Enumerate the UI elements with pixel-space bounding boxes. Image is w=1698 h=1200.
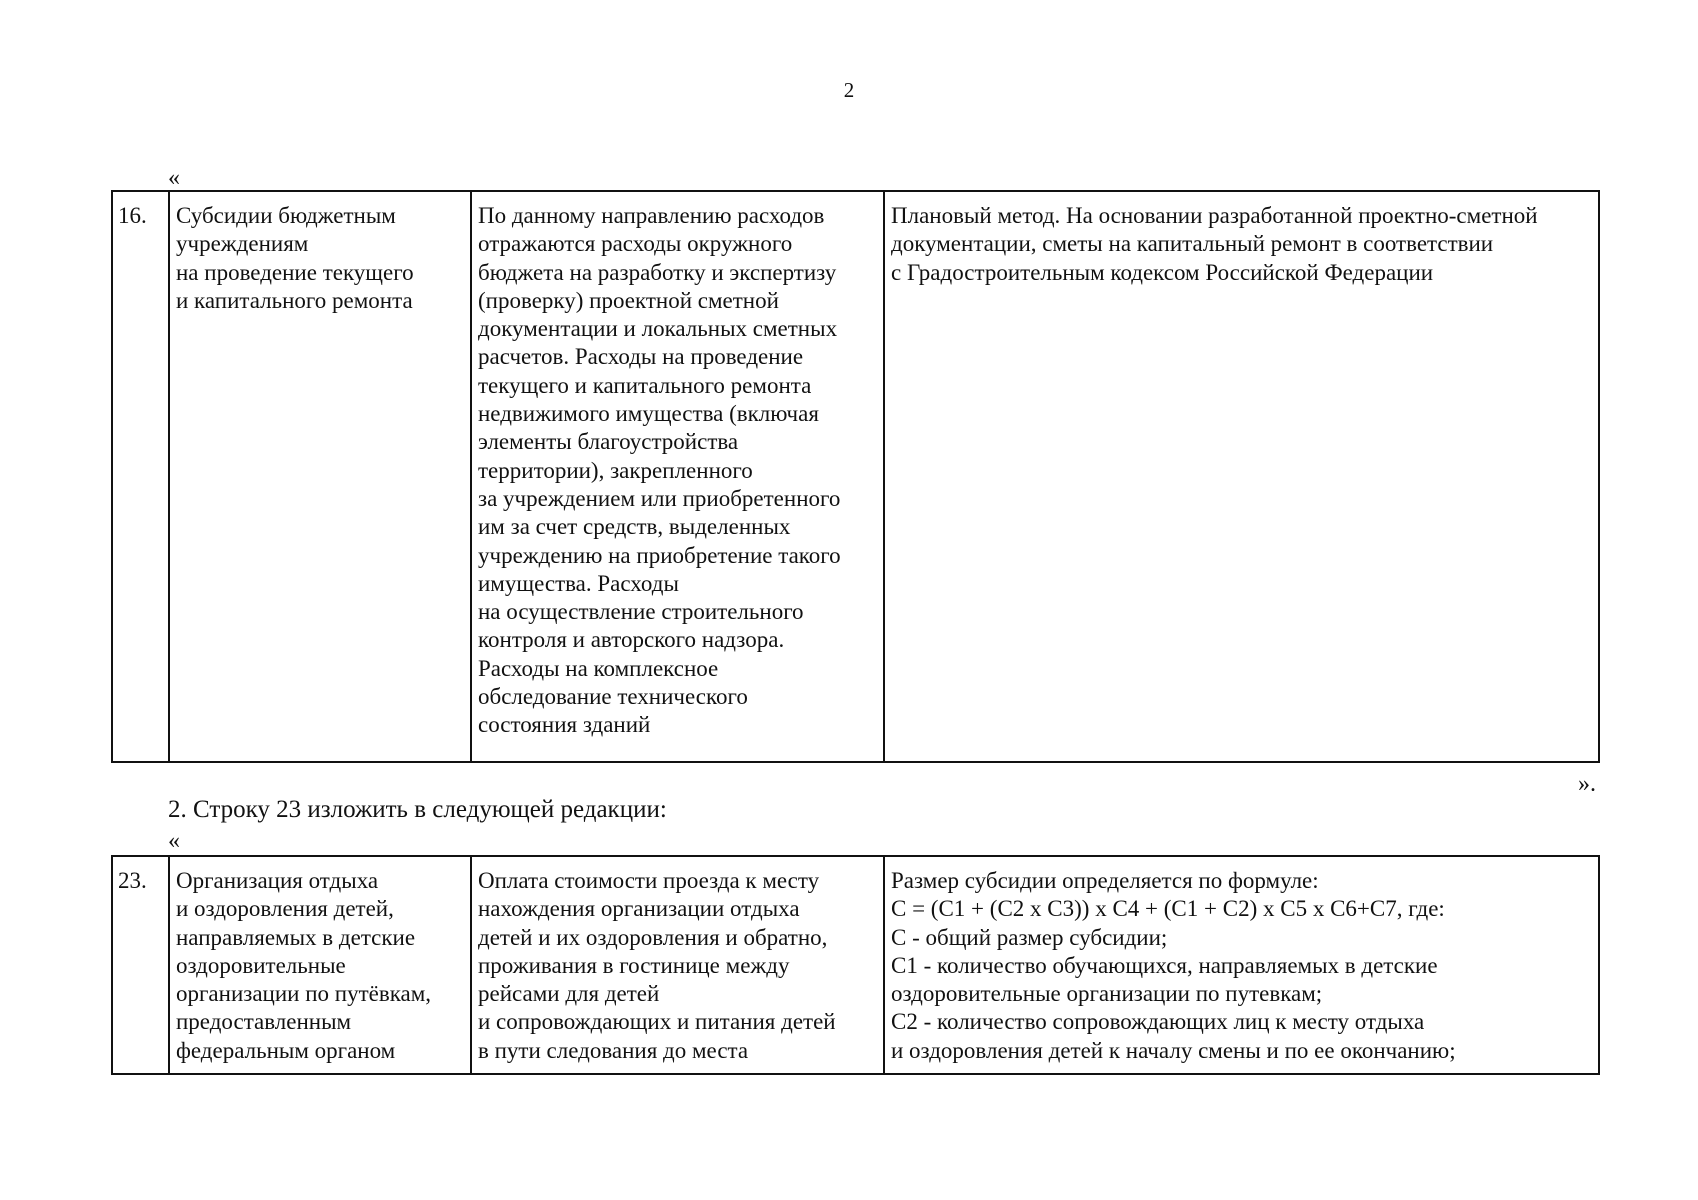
closing-quote-mark: ». (1578, 771, 1596, 797)
amendment-instruction: 2. Строку 23 изложить в следующей редакции: (168, 796, 667, 823)
expense-direction-description: Оплата стоимости проезда к месту нахождения организации отдыха детей и их оздоровления и обратно, проживания в гостинице между рейсами для детей и сопровождающих и питания детей в пути следования до места (471, 856, 884, 1074)
row-16-table (111, 190, 1600, 763)
expense-direction-name: Субсидии бюджетным учреждениям на проведение текущего и капитального ремонта (169, 191, 471, 762)
row-number: 23. (112, 856, 169, 1074)
row-23-table (111, 855, 1600, 1075)
opening-quote-mark: « (168, 828, 180, 854)
expense-direction-description: По данному направлению расходов отражаются расходы окружного бюджета на разработку и экспертизу (проверку) проектной сметной документации и локальных сметных расчетов. Расходы на проведение текущего и капитального ремонта недвижимого имущества (включая элементы благоустройства территории), закрепленного за учреждением или приобретенного им за счет средств, выделенных учреждению на приобретение такого имущества. Расходы на осуществление строительного контроля и авторского надзора. Расходы на комплексное обследование технического состояния зданий (471, 191, 884, 762)
page-number: 2 (843, 78, 855, 102)
table-row (112, 856, 1599, 1074)
expense-direction-name: Организация отдыха и оздоровления детей, направляемых в детские оздоровительные организации по путёвкам, предоставленным федеральным органом (169, 856, 471, 1074)
opening-quote-mark: « (168, 165, 180, 191)
row-number: 16. (112, 191, 169, 762)
calculation-method: Плановый метод. На основании разработанной проектно-сметной документации, сметы на капитальный ремонт в соответствии с Градостроительным кодексом Российской Федерации (884, 191, 1599, 762)
calculation-method: Размер субсидии определяется по формуле: С = (С1 + (С2 х С3)) х С4 + (С1 + С2) х С5 х С6+С7, где: С - общий размер субсидии; С1 - количество обучающихся, направляемых в детские оздоровительные организации по путевкам; С2 - количество сопровождающих лиц к месту отдыха и оздоровления детей к началу смены и по ее окончанию; (884, 856, 1599, 1074)
table-row (112, 191, 1599, 762)
